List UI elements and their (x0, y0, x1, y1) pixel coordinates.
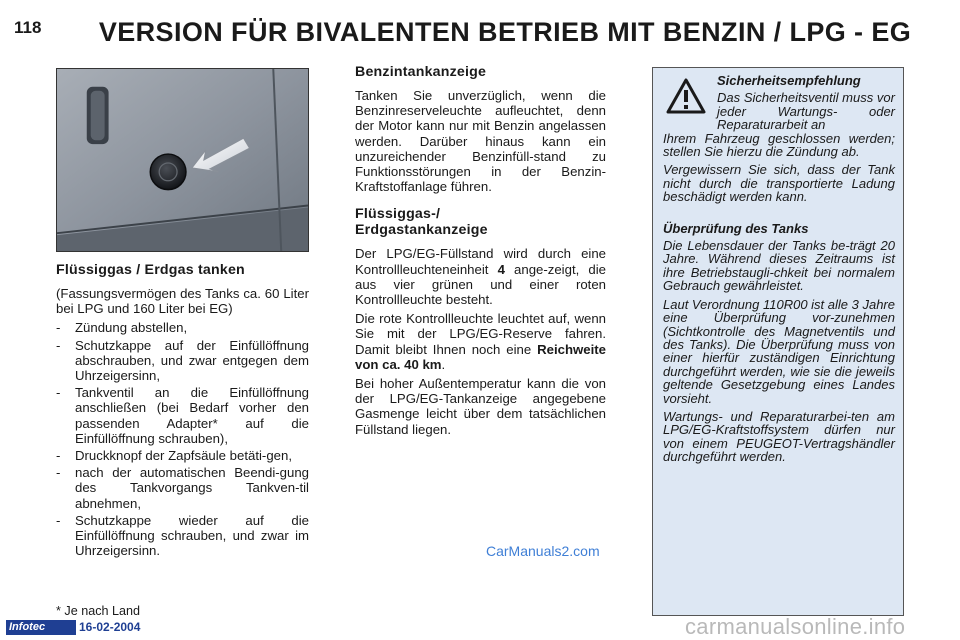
petrol-heading: Benzintankanzeige (355, 64, 487, 80)
page-title: VERSION FÜR BIVALENTEN BETRIEB MIT BENZIN / LPG - EG (98, 17, 912, 47)
footnote: * Je nach Land (56, 604, 141, 618)
warning-lamp-number: 4 (497, 261, 505, 277)
safety-heading: Sicherheitsempfehlung (717, 73, 861, 88)
gas-text-2a: Die rote Kontrollleuchte leuchtet auf, wenn Sie mit der LPG/EG-Reserve fahren. Damit bleibt Ihnen noch eine (355, 311, 606, 357)
step-text: nach der automatischen Beendi-gung des Tankvorgangs Tankven-til abnehmen, (75, 465, 309, 511)
refuel-step (56, 513, 309, 559)
step-text: Druckknopf der Zapfsäule betäti-gen, (75, 448, 292, 464)
step-text: Schutzkappe auf der Einfüllöffnung abschrauben, und zwar entgegen dem Uhrzeigersinn, (75, 337, 309, 384)
range-value: Reichweite von ca. 40 km (355, 341, 606, 372)
refuel-intro: (Fassungsvermögen des Tanks ca. 60 Liter bei LPG und 160 Liter bei EG) (56, 286, 309, 317)
list-dash: - (56, 465, 61, 481)
gas-text-2 (355, 311, 606, 372)
gas-heading-line2: Erdgastankanzeige (355, 222, 488, 239)
watermark-carmanuals: CarManuals2.com (486, 543, 600, 559)
refuel-steps (56, 320, 309, 558)
gas-text-1 (355, 246, 606, 307)
list-dash: - (56, 320, 61, 336)
gauge-section (355, 64, 606, 441)
list-dash: - (56, 337, 61, 353)
print-date: 16-02-2004 (79, 620, 141, 634)
refuel-heading: Flüssiggas / Erdgas tanken (56, 262, 245, 278)
refuel-step (56, 448, 309, 463)
gas-text-1b: ange-zeigt, die aus vier grünen und einer roten Kontrollleuchte besteht. (355, 261, 606, 308)
safety-text-2: Vergewissern Sie sich, dass der Tank nicht durch die transportierte Ladung beschädigt werden kann. (663, 162, 895, 205)
list-dash: - (56, 512, 61, 528)
safety-text-1b: Ihrem Fahrzeug geschlossen werden; stellen Sie hierzu die Zündung ab. (663, 130, 895, 160)
refuel-step (56, 320, 309, 335)
refuel-step (56, 385, 309, 446)
fuel-filler-photo (56, 68, 309, 252)
tank-check-heading: Überprüfung des Tanks (663, 220, 809, 236)
safety-text-5: Wartungs- und Reparaturarbei-ten am LPG/EG-Kraftstoffsystem dürfen nur von einem PEUGEOT-Vertragshändler durchgeführt werden. (663, 408, 895, 465)
safety-text-3: Die Lebensdauer der Tanks be-trägt 20 Jahre. Während dieses Zeitraums ist ihre Betriebstaugli-chkeit bei normalem Gebrauch gewährleistet. (663, 238, 895, 294)
step-text: Schutzkappe wieder auf die Einfüllöffnung schrauben, und zwar im Uhrzeigersinn. (75, 512, 309, 559)
gas-text-1a: Der LPG/EG-Füllstand wird durch eine Kontrollleuchteneinheit (355, 246, 606, 277)
step-text: Tankventil an die Einfüllöffnung anschließen (bei Bedarf vorher den passenden Adapter* auf die Einfüllöffnung schrauben), (75, 385, 309, 446)
gas-text-3: Bei hoher Außentemperatur kann die von der LPG/EG-Tankanzeige angegebene Gasmenge leicht über dem tatsächlichen Füllstand liegen. (355, 376, 606, 437)
refuel-section (56, 262, 309, 558)
refuel-step (56, 338, 309, 384)
list-dash: - (56, 385, 61, 401)
step-text: Zündung abstellen, (75, 320, 188, 336)
safety-box (652, 67, 904, 616)
refuel-step (56, 465, 309, 511)
infotec-logo: Infotec (6, 620, 76, 635)
safety-text-1a: Das Sicherheitsventil muss vor jeder Wartungs- oder Reparaturarbeit an (717, 90, 895, 133)
list-dash: - (56, 448, 61, 464)
gas-heading-line1: Flüssiggas-/ (355, 206, 441, 223)
gas-text-2b: . (441, 356, 446, 372)
watermark-site: carmanualsonline.info (685, 614, 906, 639)
gas-heading (355, 206, 606, 238)
petrol-text: Tanken Sie unverzüglich, wenn die Benzinreserveleuchte aufleuchtet, denn der Motor kann nur mit Benzin angelassen werden. Darüber hinaus kann ein unzureichender Benzinfüll-stand zu Funktionsstörungen in der Benzin-Kraftstoffanlage führen. (355, 88, 606, 195)
page-number: 118 (14, 18, 42, 37)
safety-text-4: Laut Verordnung 110R00 ist alle 3 Jahre eine Überprüfung vor-zunehmen (Sichtkontrolle des Magnetventils und des Tanks). Die Überprüfung muss von einer hierfür zuständigen Einrichtung durchgeführt werden, wie sie die jeweils geltende Gesetzgebung eines Landes vorsieht. (663, 296, 895, 406)
